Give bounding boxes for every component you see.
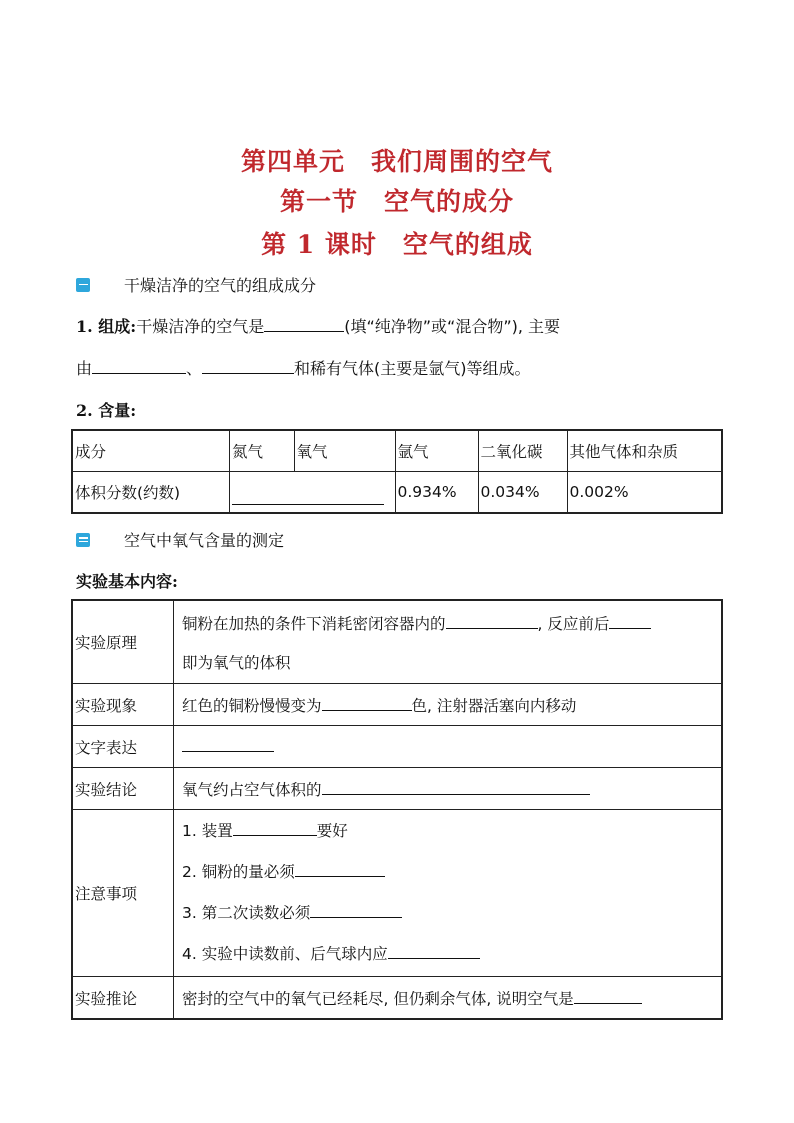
header-cell: 成分 (72, 430, 230, 472)
item1-text-a: 干燥洁净的空气是 (136, 317, 265, 336)
part2-heading-text: 空气中氧气含量的测定 (124, 531, 285, 550)
note4-blank[interactable] (388, 944, 480, 959)
nitrogen-cell[interactable] (230, 472, 295, 514)
component1-blank[interactable] (92, 359, 186, 374)
color-blank[interactable] (322, 696, 412, 711)
principle-blank2[interactable] (609, 614, 651, 629)
note2-blank[interactable] (295, 862, 385, 877)
composition-table (71, 429, 723, 514)
item1-line2-a: 由 (76, 359, 93, 378)
experiment-table (71, 599, 723, 1020)
row-key: 文字表达 (72, 726, 174, 768)
row-key: 实验结论 (72, 768, 174, 810)
phenomenon-text-a: 红色的铜粉慢慢变为 (182, 696, 322, 715)
principle-blank1[interactable] (446, 614, 538, 629)
header-cell: 二氧化碳 (478, 430, 567, 472)
part2-subheading: 实验基本内容: (76, 572, 178, 591)
principle-text-a: 铜粉在加热的条件下消耗密闭容器内的 (182, 614, 446, 633)
notes-cell (174, 810, 723, 977)
oxygen-blank[interactable] (292, 490, 384, 505)
part1-heading (76, 273, 316, 296)
expression-cell (174, 726, 723, 768)
expression-blank[interactable] (182, 737, 274, 752)
inference-text: 密封的空气中的氧气已经耗尽, 但仍剩余气体, 说明空气是 (182, 989, 574, 1008)
conclusion-cell (174, 768, 723, 810)
principle-line2: 即为氧气的体积 (182, 653, 291, 672)
table-row (72, 977, 722, 1020)
row-key: 实验推论 (72, 977, 174, 1020)
section-title: 第一节 空气的成分 (279, 187, 514, 216)
item1-line2 (76, 356, 531, 379)
row-key: 实验原理 (72, 600, 174, 684)
table-row (72, 768, 722, 810)
note-item: 4. 实验中读数前、后气球内应 (182, 945, 388, 963)
component2-blank[interactable] (202, 359, 294, 374)
note3-blank[interactable] (310, 903, 402, 918)
item1-line1 (76, 314, 560, 337)
note-item: 2. 铜粉的量必须 (182, 863, 295, 881)
note1-blank[interactable] (233, 821, 317, 836)
table-row (72, 726, 722, 768)
phenomenon-cell (174, 684, 723, 726)
mixture-blank[interactable] (264, 317, 344, 332)
row-label: 体积分数(约数) (72, 472, 230, 514)
lesson-title: 第 1 课时 空气的组成 (261, 230, 533, 259)
section-two-icon (76, 533, 90, 547)
principle-cell (174, 600, 723, 684)
principle-text-b: , 反应前后 (537, 614, 610, 633)
conclusion-blank[interactable] (322, 780, 590, 795)
value-cell: 0.034% (478, 472, 567, 514)
table-row (72, 684, 722, 726)
item1-line2-b: 和稀有气体(主要是氩气)等组成。 (294, 359, 531, 378)
table-row (72, 810, 722, 977)
note-item: 1. 装置 (182, 822, 233, 840)
row-key: 注意事项 (72, 810, 174, 977)
note-item: 3. 第二次读数必须 (182, 904, 311, 922)
value-cell: 0.002% (567, 472, 722, 514)
conclusion-text: 氧气约占空气体积的 (182, 780, 322, 799)
oxygen-cell[interactable] (294, 472, 395, 514)
header-cell: 其他气体和杂质 (567, 430, 722, 472)
header-cell: 氮气 (230, 430, 295, 472)
unit-title: 第四单元 我们周围的空气 (240, 147, 553, 176)
note1-suffix: 要好 (316, 822, 348, 840)
inference-cell (174, 977, 723, 1020)
section-one-icon (76, 278, 90, 292)
table-row (72, 430, 722, 472)
phenomenon-text-b: 色, 注射器活塞向内移动 (411, 696, 577, 715)
table-row (72, 472, 722, 514)
item1-text-b: (填“纯净物”或“混合物”), 主要 (344, 317, 561, 336)
header-cell: 氩气 (395, 430, 478, 472)
item2-label: 2. 含量: (76, 401, 137, 420)
nitrogen-blank[interactable] (232, 490, 292, 505)
item1-sep: 、 (186, 359, 203, 378)
item1-label: 1. 组成: (76, 317, 137, 336)
table-row (72, 600, 722, 684)
row-key: 实验现象 (72, 684, 174, 726)
value-cell: 0.934% (395, 472, 478, 514)
part2-heading (76, 528, 284, 551)
inference-blank[interactable] (574, 989, 642, 1004)
part1-heading-text: 干燥洁净的空气的组成成分 (124, 276, 317, 295)
header-cell: 氧气 (294, 430, 395, 472)
